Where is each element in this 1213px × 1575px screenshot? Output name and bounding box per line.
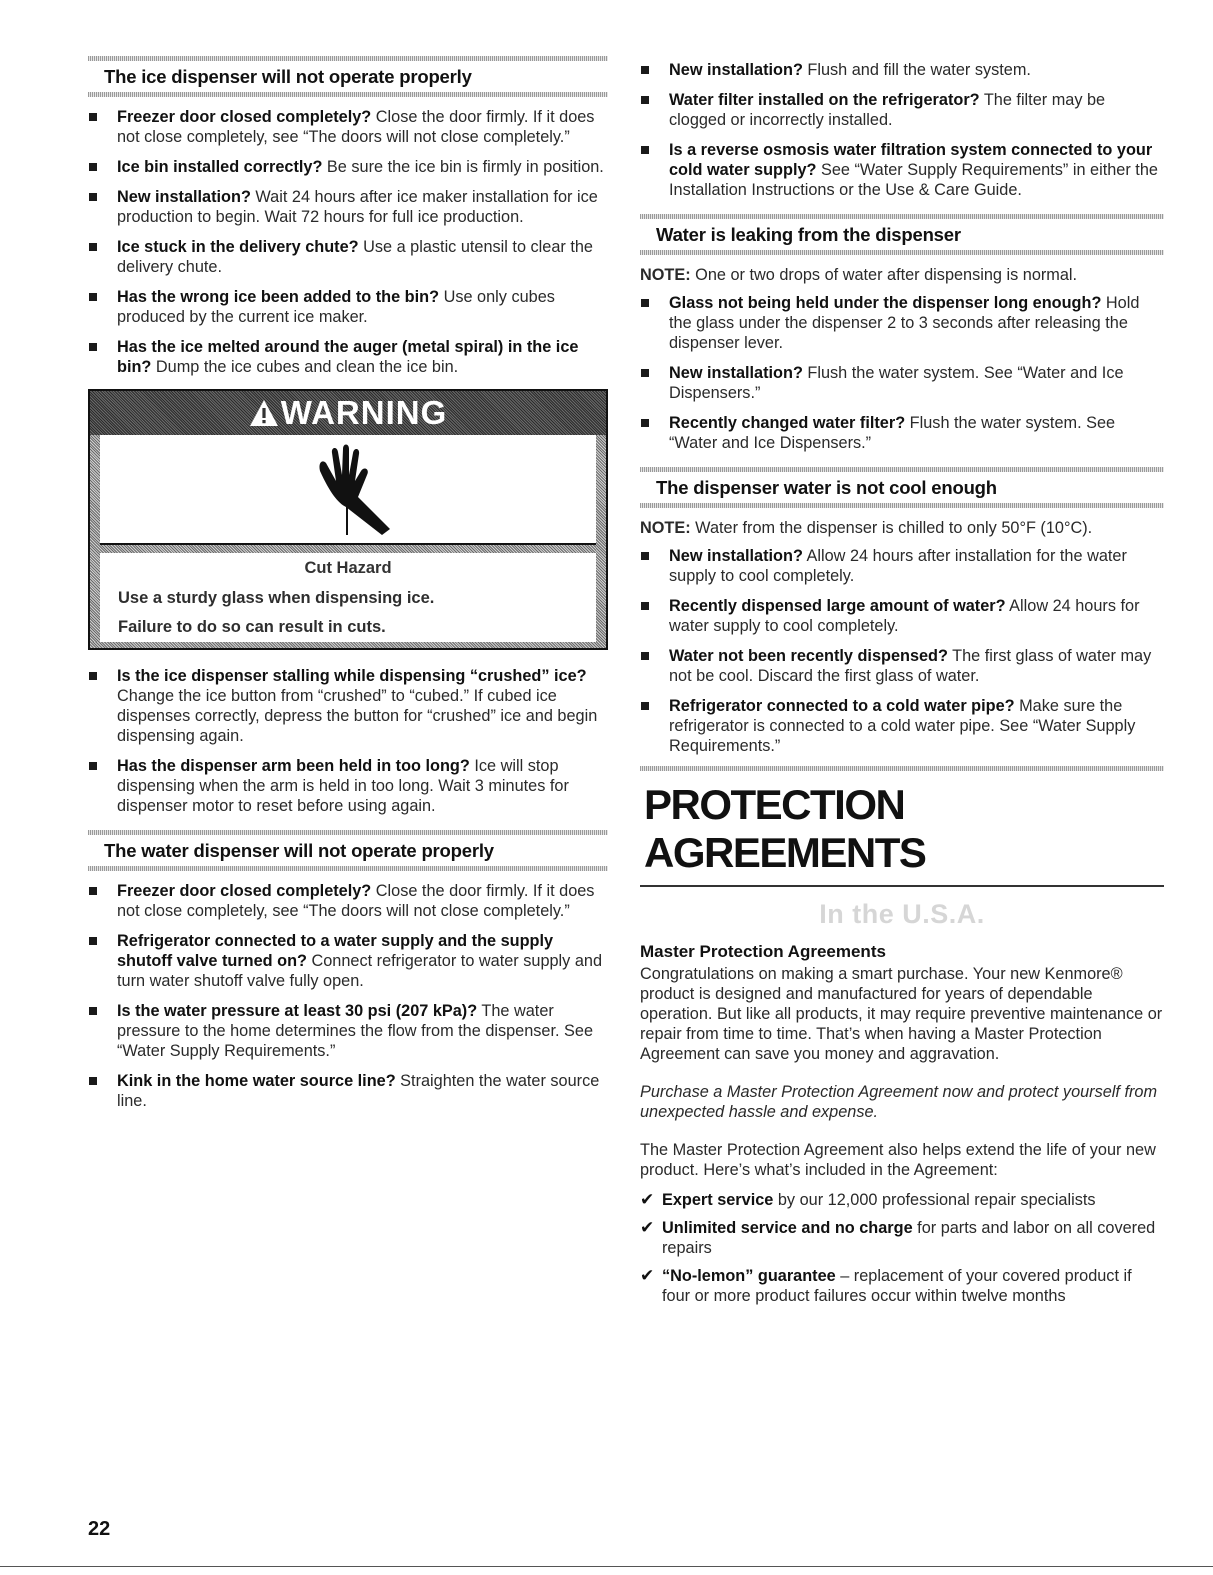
list-item: Water not been recently dispensed? The first glass of water may not be cool. Discard the first glass of water. bbox=[640, 646, 1164, 686]
cut-hazard-icon bbox=[100, 435, 596, 545]
section-title: The water dispenser will not operate properly bbox=[104, 840, 494, 861]
list-item: Refrigerator connected to a cold water pipe? Make sure the refrigerator is connected to a cold water pipe. See “Water Supply Requirements.” bbox=[640, 696, 1164, 756]
list-item: Freezer door closed completely? Close the door firmly. If it does not close completely, see “The doors will not close completely.” bbox=[88, 881, 608, 921]
warning-text: Use a sturdy glass when dispensing ice. bbox=[118, 589, 435, 607]
checkmark-icon: ✔ bbox=[640, 1190, 655, 1209]
warning-box bbox=[88, 389, 608, 650]
section-heading-water-leaking bbox=[640, 214, 1164, 255]
paragraph-italic: Purchase a Master Protection Agreement now and protect yourself from unexpected hassle and expense. bbox=[640, 1083, 1158, 1121]
list-item: Glass not being held under the dispenser long enough? Hold the glass under the dispenser 2 to 3 seconds after releasing the dispenser lever. bbox=[640, 293, 1164, 353]
troubleshoot-list bbox=[88, 666, 608, 816]
note: NOTE: Water from the dispenser is chilled to only 50°F (10°C). bbox=[640, 519, 1093, 537]
list-item: New installation? Wait 24 hours after ice maker installation for ice production to begin. Wait 72 hours for full ice production. bbox=[88, 187, 608, 227]
troubleshoot-list bbox=[88, 881, 608, 1111]
list-item: Ice stuck in the delivery chute? Use a plastic utensil to clear the delivery chute. bbox=[88, 237, 608, 277]
list-item: New installation? Allow 24 hours after installation for the water supply to cool completely. bbox=[640, 546, 1164, 586]
paragraph: The Master Protection Agreement also helps extend the life of your new product. Here’s what’s included in the Agreement: bbox=[640, 1141, 1156, 1179]
troubleshoot-list bbox=[640, 293, 1164, 453]
list-item: Recently changed water filter? Flush the water system. See “Water and Ice Dispensers.” bbox=[640, 413, 1164, 453]
warning-text: Failure to do so can result in cuts. bbox=[118, 618, 386, 636]
section-title: The dispenser water is not cool enough bbox=[656, 477, 997, 498]
list-item: Recently dispensed large amount of water? Allow 24 hours for water supply to cool completely. bbox=[640, 596, 1164, 636]
section-heading-water-dispenser bbox=[88, 830, 608, 871]
heading-rule bbox=[88, 866, 608, 871]
heading-rule bbox=[640, 503, 1164, 508]
protection-agreements-title: PROTECTION AGREEMENTS bbox=[644, 781, 926, 876]
list-item: Ice bin installed correctly? Be sure the ice bin is firmly in position. bbox=[88, 157, 608, 177]
warning-title: WARNING bbox=[280, 394, 448, 431]
title-rule bbox=[640, 885, 1164, 887]
list-item: New installation? Flush the water system. See “Water and Ice Dispensers.” bbox=[640, 363, 1164, 403]
paragraph: Congratulations on making a smart purchase. Your new Kenmore® product is designed and manufactured for years of dependable operation. But like all products, it may require preventive maintenance or repair from time to time. That’s when having a Master Protection Agreement can save you money and aggravation. bbox=[640, 965, 1163, 1063]
region-label: In the U.S.A. bbox=[819, 899, 985, 929]
list-item: Is a reverse osmosis water filtration system connected to your cold water supply? See “Water Supply Requirements” in either the Installation Instructions or the Use & Care Guide. bbox=[640, 140, 1164, 200]
list-item: Is the ice dispenser stalling while dispensing “crushed” ice? Change the ice button from “crushed” to “cubed.” If cubed ice dispenses correctly, depress the button for “crushed” ice and begin dispensing again. bbox=[88, 666, 608, 746]
section-heading-water-not-cool bbox=[640, 467, 1164, 508]
list-item: Is the water pressure at least 30 psi (207 kPa)? The water pressure to the home determines the flow from the dispenser. See “Water Supply Requirements.” bbox=[88, 1001, 608, 1061]
section-title: Water is leaking from the dispenser bbox=[656, 224, 961, 245]
note: NOTE: One or two drops of water after dispensing is normal. bbox=[640, 266, 1078, 284]
hazard-label: Cut Hazard bbox=[304, 559, 392, 577]
right-column bbox=[640, 60, 1164, 1314]
benefits-list bbox=[640, 1190, 1164, 1306]
troubleshoot-list bbox=[640, 60, 1164, 200]
list-item: ✔ “No-lemon” guarantee – replacement of your covered product if four or more product failures occur within twelve months bbox=[640, 1266, 1132, 1305]
heading-rule bbox=[88, 92, 608, 97]
list-item: Freezer door closed completely? Close the door firmly. If it does not close completely, see “The doors will not close completely.” bbox=[88, 107, 608, 147]
list-item: Kink in the home water source line? Straighten the water source line. bbox=[88, 1071, 608, 1111]
warning-triangle-icon bbox=[249, 399, 279, 427]
master-protection-subhead: Master Protection Agreements bbox=[640, 942, 886, 961]
list-item: ✔ Expert service by our 12,000 professional repair specialists bbox=[640, 1190, 1096, 1209]
list-item: Has the dispenser arm been held in too long? Ice will stop dispensing when the arm is held in too long. Wait 3 minutes for dispenser motor to reset before using again. bbox=[88, 756, 608, 816]
page-number: 22 bbox=[88, 1518, 111, 1540]
list-item: Has the ice melted around the auger (metal spiral) in the ice bin? Dump the ice cubes and clean the ice bin. bbox=[88, 337, 608, 377]
list-item: ✔ Unlimited service and no charge for parts and labor on all covered repairs bbox=[640, 1218, 1156, 1257]
list-item: Water filter installed on the refrigerator? The filter may be clogged or incorrectly installed. bbox=[640, 90, 1164, 130]
list-item: Has the wrong ice been added to the bin? Use only cubes produced by the current ice maker. bbox=[88, 287, 608, 327]
heading-rule bbox=[640, 250, 1164, 255]
footer-rule bbox=[0, 1566, 1213, 1567]
checkmark-icon: ✔ bbox=[640, 1218, 655, 1237]
troubleshoot-list bbox=[640, 546, 1164, 756]
section-title: The ice dispenser will not operate properly bbox=[104, 66, 472, 87]
section-rule bbox=[640, 766, 1164, 771]
checkmark-icon: ✔ bbox=[640, 1266, 655, 1285]
warning-header bbox=[90, 391, 606, 435]
troubleshoot-list bbox=[88, 107, 608, 377]
list-item: Refrigerator connected to a water supply and the supply shutoff valve turned on? Connect refrigerator to water supply and turn water shutoff valve fully open. bbox=[88, 931, 608, 991]
section-heading-ice-dispenser bbox=[88, 56, 608, 97]
list-item: New installation? Flush and fill the water system. bbox=[640, 60, 1164, 80]
left-column bbox=[88, 56, 608, 1121]
